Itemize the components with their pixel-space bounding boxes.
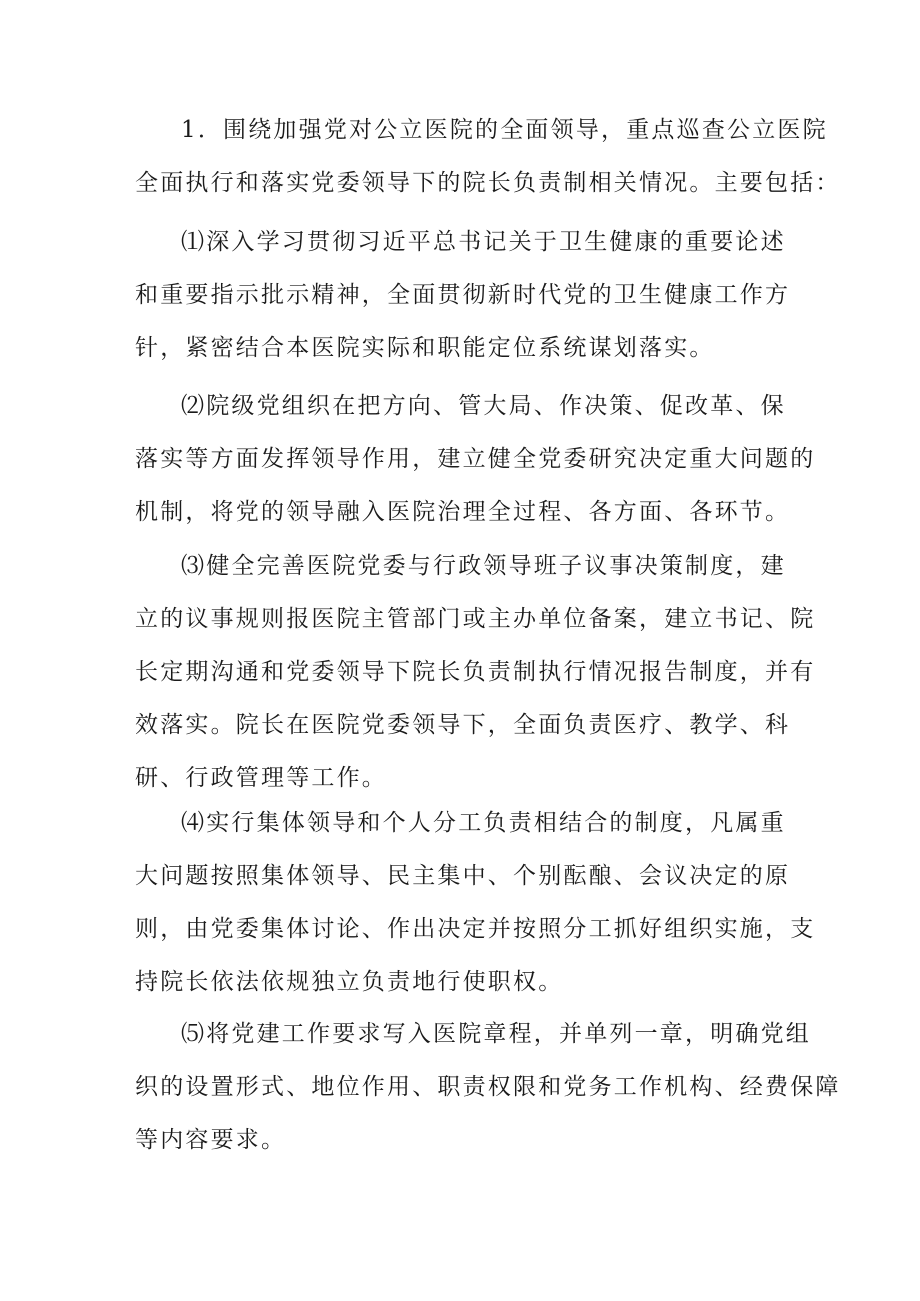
paragraph-line: 落实等方面发挥领导作用，建立健全党委研究决定重大问题的: [135, 446, 816, 472]
paragraph-item-2: [135, 380, 816, 539]
paragraph-line: 大问题按照集体领导、民主集中、个别酝酿、会议决定的原: [135, 863, 791, 889]
paragraph-line: 效落实。院长在医院党委领导下，全面负责医疗、教学、科: [135, 712, 791, 738]
paragraph-line: ⑵院级党组织在把方向、管大局、作决策、促改革、保: [181, 393, 786, 419]
paragraph-line: 持院长依法依规独立负责地行使职权。: [135, 969, 564, 995]
paragraph-line: 等内容要求。: [135, 1127, 287, 1153]
paragraph-line: ⑶健全完善医院党委与行政领导班子议事决策制度，建: [181, 553, 786, 579]
paragraph-line: 立的议事规则报医院主管部门或主办单位备案，建立书记、院: [135, 606, 816, 632]
paragraph-line: 1．围绕加强党对公立医院的全面领导，重点巡查公立医院: [181, 117, 828, 143]
paragraph-line: 织的设置形式、地位作用、职责权限和党务工作机构、经费保障: [135, 1074, 841, 1100]
paragraph-line: 机制，将党的领导融入医院治理全过程、各方面、各环节。: [135, 499, 791, 525]
paragraph-line: 和重要指示批示精神，全面贯彻新时代党的卫生健康工作方: [135, 282, 791, 308]
paragraph-item-3: [135, 540, 816, 805]
paragraph-line: ⑴深入学习贯彻习近平总书记关于卫生健康的重要论述: [181, 229, 786, 255]
paragraph-line: ⑸将党建工作要求写入医院章程，并单列一章，明确党组: [181, 1021, 811, 1047]
paragraph-line: ⑷实行集体领导和个人分工负责相结合的制度，凡属重: [181, 810, 786, 836]
paragraph-line: 则，由党委集体讨论、作出决定并按照分工抓好组织实施，支: [135, 916, 816, 942]
paragraph-line: 全面执行和落实党委领导下的院长负责制相关情况。主要包括：: [135, 170, 841, 196]
paragraph-line: 长定期沟通和党委领导下院长负责制执行情况报告制度，并有: [135, 659, 816, 685]
paragraph-item-1: [135, 216, 795, 375]
paragraph-line: 研、行政管理等工作。: [135, 765, 387, 791]
paragraph-item-4: [135, 797, 816, 1009]
paragraph-line: 针，紧密结合本医院实际和职能定位系统谋划落实。: [135, 335, 715, 361]
paragraph-item-5: [135, 1008, 841, 1167]
paragraph-1: [135, 104, 841, 210]
